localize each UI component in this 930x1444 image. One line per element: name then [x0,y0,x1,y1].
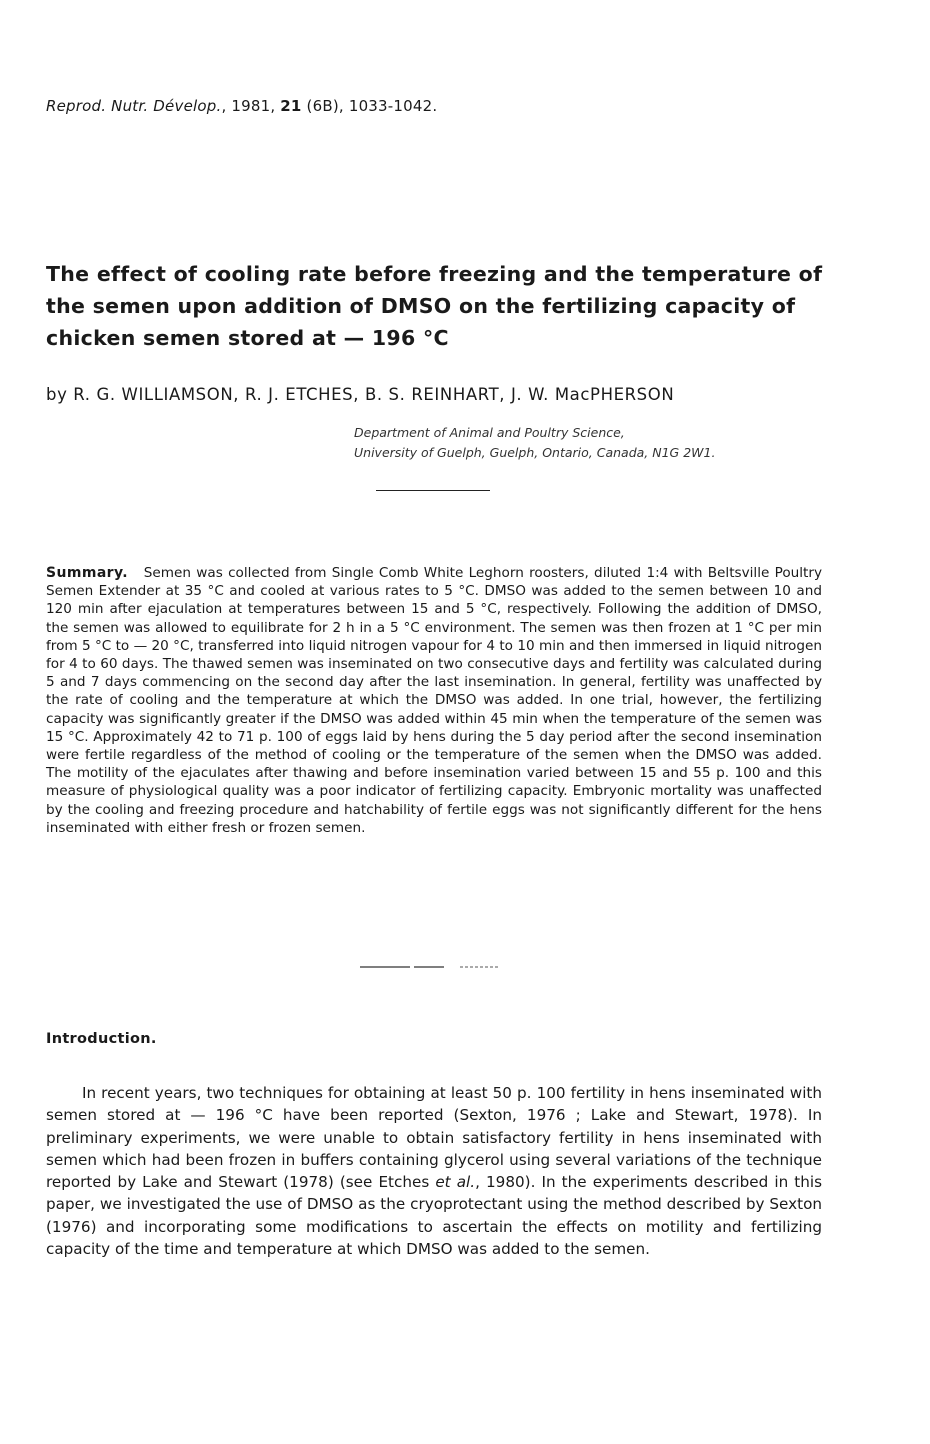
citation-year: , 1981, [221,97,281,115]
journal-name: Reprod. Nutr. Dévelop. [46,97,222,115]
intro-et-al: et al. [435,1173,476,1192]
section-separator [360,966,500,968]
intro-text-part-1: In recent years, two techniques for obtaining at least 50 p. 100 fertility in hens inseminated with semen stored at — 196 °C have been reported (Sexton, 1976 ; Lake and Stewart, 1978). In preliminary experiments, we were unable to obtain satisfactory fertility in hens inseminated with semen which had been frozen in buffers containing glycerol using several variations of the technique reported by Lake and Stewart (1978) (see Etches [46,1084,822,1192]
author-list: by R. G. WILLIAMSON, R. J. ETCHES, B. S. REINHART, J. W. MacPHERSON [46,385,675,404]
title-divider [376,490,490,491]
summary-label: Summary. [46,565,128,581]
citation-issue-pages: (6B), 1033-1042. [301,97,438,115]
introduction-heading: Introduction. [46,1031,157,1047]
intro-text-part-2: , 1980). In the experiments described in this paper, we investigated the use of DMSO as the cryoprotectant using the method described by Sexton (1976) and incorporating some modifications to ascertain the effects on motility and fertilizing capacity of the time and temperature at which DMSO was added to the semen. [46,1173,822,1259]
journal-citation [46,97,437,115]
introduction-paragraph [46,1082,822,1260]
summary-abstract [46,564,822,837]
affiliation-line-1: Department of Animal and Poultry Science, [354,425,625,440]
summary-text: Semen was collected from Single Comb White Leghorn roosters, diluted 1:4 with Beltsville Poultry Semen Extender at 35 °C and cooled at various rates to 5 °C. DMSO was added to the semen between 10 and 120 min after ejaculation at temperatures between 15 and 5 °C, respectively. Following the addition of DMSO, the semen was allowed to equilibrate for 2 h in a 5 °C environment. The semen was then frozen at 1 °C per min from 5 °C to — 20 °C, transferred into liquid nitrogen vapour for 4 to 10 min and then immersed in liquid nitrogen for 4 to 60 days. The thawed semen was inseminated on two consecutive days and fertility was calculated during 5 and 7 days commencing on the second day after the last insemination. In general, fertility was unaffected by the rate of cooling and the temperature at which the DMSO was added. In one trial, however, the fertilizing capacity was significantly greater if the DMSO was added within 45 min when the temperature of the semen was 15 °C. Approximately 42 to 71 p. 100 of eggs laid by hens during the 5 day period after the second insemination were fertile regardless of the method of cooling or the temperature of the semen when the DMSO was added. The motility of the ejaculates after thawing and before insemination varied between 15 and 55 p. 100 and this measure of physiological quality was a poor indicator of fertilizing capacity. Embryonic mortality was unaffected by the cooling and freezing procedure and hatchability of fertile eggs was not significantly different for the hens inseminated with either fresh or frozen semen. [46,565,823,836]
paper-title: The effect of cooling rate before freezing and the temperature of the semen upon addition of DMSO on the fertilizing capacity of chicken semen stored at — 196 °C [46,262,823,350]
affiliation-line-2: University of Guelph, Guelph, Ontario, Canada, N1G 2W1. [354,445,716,460]
citation-volume: 21 [280,97,302,115]
affiliation [354,423,715,463]
